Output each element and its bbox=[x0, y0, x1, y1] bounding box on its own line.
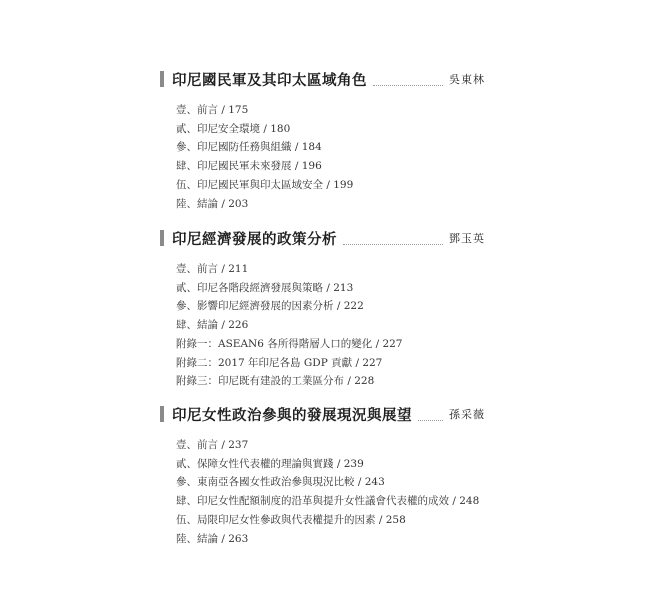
toc-entry: 壹、前言 / 175 bbox=[176, 104, 249, 116]
chapter-heading bbox=[160, 68, 485, 90]
chapter-title: 印尼女性政治參與的發展現況與展望 bbox=[172, 406, 412, 424]
chapter-author: 孫采薇 bbox=[449, 408, 485, 421]
toc-entry: 參、印尼國防任務與組織 / 184 bbox=[176, 141, 322, 154]
chapter-marker-bar bbox=[160, 230, 164, 246]
chapter-2 bbox=[160, 227, 485, 391]
toc-entry: 附錄一：ASEAN6 各所得階層人口的變化 / 227 bbox=[176, 337, 403, 350]
toc-entry: 陸、結論 / 263 bbox=[176, 532, 249, 545]
toc-entry: 壹、前言 / 211 bbox=[176, 263, 249, 275]
chapter-heading bbox=[160, 227, 485, 249]
chapter-heading bbox=[160, 403, 485, 425]
toc-entry: 壹、前言 / 237 bbox=[176, 439, 249, 451]
toc-entry: 參、東南亞各國女性政治參與現況比較 / 243 bbox=[176, 476, 385, 489]
toc-entry: 貳、印尼各階段經濟發展與策略 / 213 bbox=[176, 281, 354, 294]
leader-dots bbox=[418, 420, 443, 421]
leader-dots bbox=[373, 85, 443, 86]
toc-entry: 陸、結論 / 203 bbox=[176, 197, 249, 210]
chapter-author: 吳東林 bbox=[449, 73, 485, 86]
toc-entry: 貳、印尼安全環境 / 180 bbox=[176, 122, 291, 135]
chapter-marker-bar bbox=[160, 71, 164, 87]
toc-entry: 肆、印尼國民軍未來發展 / 196 bbox=[176, 160, 322, 173]
leader-dots bbox=[343, 244, 443, 245]
chapter-author: 鄧玉英 bbox=[449, 232, 485, 245]
chapter-3 bbox=[160, 403, 485, 548]
chapter-title: 印尼國民軍及其印太區域角色 bbox=[172, 71, 367, 89]
chapter-title: 印尼經濟發展的政策分析 bbox=[172, 230, 337, 248]
section-list bbox=[176, 436, 485, 548]
toc-entry: 肆、印尼女性配額制度的沿革與提升女性議會代表權的成效 / 248 bbox=[176, 495, 480, 508]
toc-entry: 伍、印尼國民軍與印太區域安全 / 199 bbox=[176, 178, 354, 191]
toc-entry: 肆、結論 / 226 bbox=[176, 319, 249, 332]
section-list bbox=[176, 260, 485, 391]
toc-entry: 貳、保障女性代表權的理論與實踐 / 239 bbox=[176, 457, 364, 470]
chapter-1 bbox=[160, 68, 485, 213]
toc-entry: 附錄三：印尼既有建設的工業區分布 / 228 bbox=[176, 375, 375, 388]
toc-entry: 參、影響印尼經濟發展的因素分析 / 222 bbox=[176, 300, 364, 313]
toc-entry: 伍、局限印尼女性參政與代表權提升的因素 / 258 bbox=[176, 513, 406, 526]
chapter-marker-bar bbox=[160, 406, 164, 422]
section-list bbox=[176, 101, 485, 213]
toc-entry: 附錄二：2017 年印尼各島 GDP 貢獻 / 227 bbox=[176, 356, 383, 369]
